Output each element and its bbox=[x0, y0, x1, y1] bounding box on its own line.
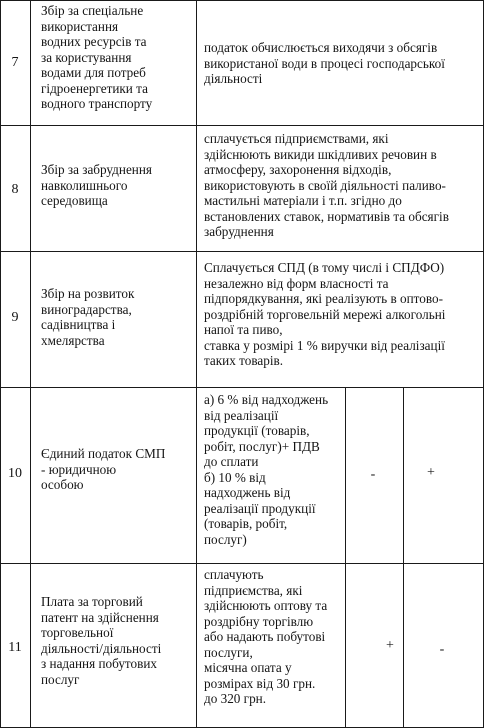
tax-description: Сплачується СПД (в тому числі і СПДФО) незалежно від форм власності та підпорядкування, які реалізують в оптово- роздрібній торговельній мережі алкогольні напої та пиво, ставка у розмірі 1 % виручки від реалізації таких товарів. bbox=[204, 260, 446, 368]
tax-name: Збір за спеціальне використання водних ресурсів та за користування водами для потреб гідроенергетики та водного транспорту bbox=[41, 3, 153, 111]
table-rule bbox=[0, 387, 484, 388]
table-rule bbox=[0, 125, 484, 126]
table-rule bbox=[0, 251, 484, 252]
tax-name: Збір на розвиток виноградарства, садівництва і хмелярства bbox=[41, 286, 135, 348]
tax-name: Збір за забруднення навколишнього середовища bbox=[41, 162, 152, 208]
row-number: 11 bbox=[8, 640, 22, 655]
tax-name: Плата за торговий патент на здійснення торговельної діяльності/діяльності з надання побутових послуг bbox=[41, 594, 162, 687]
row-number: 10 bbox=[8, 466, 22, 481]
table-rule bbox=[0, 0, 1, 728]
tax-description: сплачують підприємства, які здійснюють оптову та роздрібну торгівлю або надають побутові послуги, місячна опата у розмірах від 30 грн. до 320 грн. bbox=[204, 567, 328, 706]
applicability-mark: - bbox=[370, 467, 376, 482]
tax-name: Єдиний податок СМП - юридичною особою bbox=[41, 446, 166, 492]
row-number: 7 bbox=[11, 55, 19, 70]
table-rule bbox=[345, 387, 346, 728]
table-rule bbox=[196, 0, 197, 728]
row-number: 8 bbox=[11, 182, 19, 197]
applicability-mark: + bbox=[427, 465, 435, 480]
tax-description: а) 6 % від надходжень від реалізації продукції (товарів, робіт, послуг)+ ПДВ до сплати б) 10 % від надходжень від реалізації продукції (товарів, робіт, послуг) bbox=[204, 392, 329, 547]
table-rule bbox=[0, 563, 484, 564]
tax-description: сплачується підприємствами, які здійснюють викиди шкідливих речовин в атмосферу, захоронення відходів, використовують в своїй діяльності паливо- мастильні матеріали і т.п. згідно до встановлених ставок, нормативів та обсягів забруднення bbox=[204, 131, 449, 239]
table-rule bbox=[403, 387, 404, 728]
table-rule bbox=[30, 0, 31, 728]
applicability-mark: + bbox=[386, 638, 394, 653]
row-number: 9 bbox=[11, 310, 19, 325]
applicability-mark: - bbox=[439, 642, 445, 657]
tax-description: податок обчислюється виходячи з обсягів використаної води в процесі господарської діяльності bbox=[204, 40, 445, 86]
table-rule bbox=[0, 0, 484, 1]
